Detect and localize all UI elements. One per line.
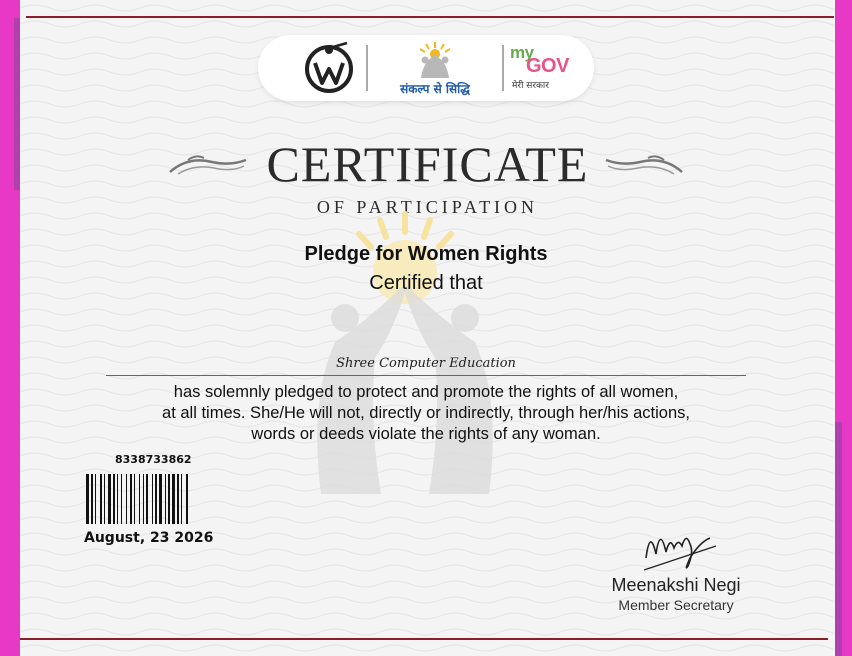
barcode-bar: [113, 474, 115, 524]
pledge-statement-line: words or deeds violate the rights of any woman.: [251, 425, 601, 443]
certified-text: Certified that: [369, 272, 483, 294]
barcode-bar: [181, 474, 182, 524]
logo-divider: [502, 45, 504, 91]
signature-icon: [640, 518, 720, 576]
barcode-bar: [159, 474, 162, 524]
pledge-statement-line: at all times. She/He will not, directly or indirectly, through her/his actions,: [162, 404, 690, 422]
barcode-bar: [134, 474, 135, 524]
mygov-logo: [510, 43, 580, 95]
logo-strip: [258, 35, 594, 101]
signer-role: Member Secretary: [618, 597, 734, 613]
barcode-bar: [130, 474, 132, 524]
barcode-bar: [172, 474, 175, 524]
recipient-name: Shree Computer Education: [336, 356, 516, 371]
sankalp-text: संकल्प से सिद्धि: [400, 82, 470, 96]
barcode-bar: [117, 474, 118, 524]
barcode-bar: [152, 474, 153, 524]
sankalp-se-siddhi-logo-icon: [375, 40, 495, 82]
barcode-bar: [121, 474, 122, 524]
barcode-bar: [143, 474, 144, 524]
barcode-bar: [139, 474, 140, 524]
certificate-subtitle: OF PARTICIPATION: [316, 197, 539, 217]
barcode-bar: [146, 474, 148, 524]
certificate-card: [20, 0, 835, 656]
pledge-statement: [80, 382, 772, 445]
mygov-my-text: my: [510, 43, 534, 62]
barcode-bar: [165, 474, 166, 524]
barcode-bar: [104, 474, 105, 524]
barcode-bar: [126, 474, 127, 524]
women-commission-logo-icon: [303, 41, 355, 95]
certificate-title: CERTIFICATE: [266, 136, 589, 192]
signer-name: Meenakshi Negi: [611, 575, 741, 595]
mygov-gov-text: GOV: [526, 55, 569, 77]
barcode-bar: [91, 474, 93, 524]
barcode-bar: [177, 474, 179, 524]
certificate-number: 8338733862: [115, 453, 192, 466]
barcode-bar: [186, 474, 188, 524]
top-rule: [26, 16, 834, 18]
barcode-icon: [84, 472, 266, 526]
mygov-subtext: मेरी सरकार: [512, 81, 549, 91]
barcode-bar: [108, 474, 111, 524]
pledge-name: Pledge for Women Rights: [304, 243, 548, 265]
barcode-bar: [100, 474, 102, 524]
pledge-statement-line: has solemnly pledged to protect and promote the rights of all women,: [173, 383, 679, 401]
logo-divider: [366, 45, 368, 91]
bottom-rule: [20, 638, 828, 640]
issue-date: August, 23 2026: [84, 530, 214, 546]
recipient-underline: [106, 375, 746, 376]
barcode-bar: [168, 474, 170, 524]
sankalp-logo: [375, 40, 495, 100]
barcode-bar: [95, 474, 96, 524]
barcode-bar: [86, 474, 89, 524]
barcode-bar: [155, 474, 157, 524]
right-swirl-ornament-icon: [604, 152, 684, 180]
